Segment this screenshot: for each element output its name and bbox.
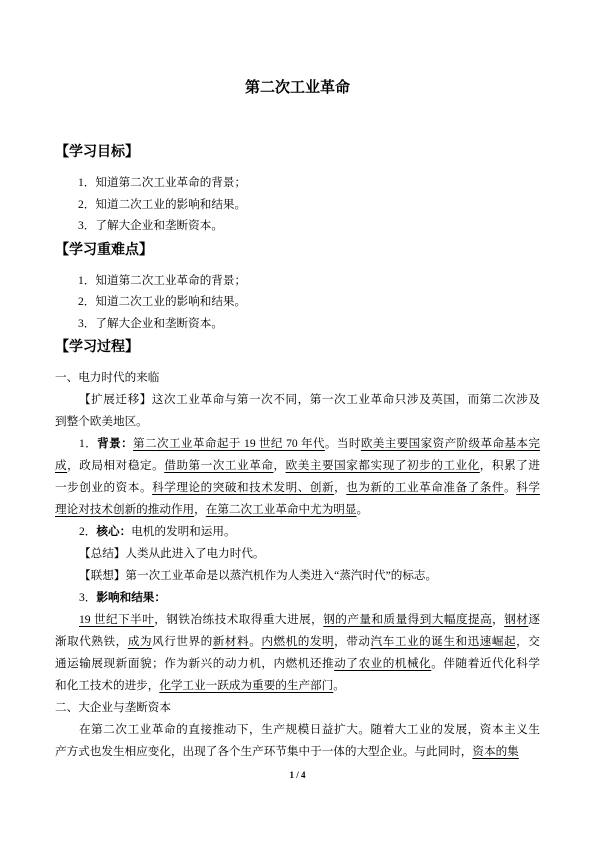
text-segment: 。 [333, 679, 345, 692]
text-segment: 通运输展现新面貌；作为新兴的动力机，内燃机还推 [55, 657, 335, 670]
text-segment: ， [492, 613, 505, 626]
text-segment: ，政局相对稳定。 [67, 459, 165, 472]
document-title: 第二次工业革命 [244, 80, 350, 96]
section-heading-process: 【学习过程】 [55, 340, 139, 355]
text-segment: 3． [79, 591, 97, 604]
paragraph [55, 609, 540, 697]
text-segment: 【扩展迁移】这次工业革命与第一次不同，第一次工业革命只涉及英国，而第二次涉及 [79, 393, 540, 406]
text-segment: ，带动 [334, 635, 371, 648]
text-line [55, 675, 540, 697]
text-segment: 在第二次工业革命的直接推动下，生产规模日益扩大。随着大工业的发展，资本主义生 [79, 723, 540, 736]
text-line [55, 719, 540, 741]
text-segment: 【联想】第一次工业革命是以蒸汽机作为人类进入“蒸汽时代”的标志。 [79, 569, 438, 582]
key-points-list [55, 270, 540, 335]
text-line [55, 543, 540, 565]
underlined-text: 借助第一次工业革命 [164, 459, 274, 472]
underlined-text: 第二次工业革命起于 19 世纪 70 年代 [133, 437, 325, 450]
underlined-text: 成为 [127, 635, 153, 648]
bold-label: 背景： [97, 437, 134, 450]
text-segment: 一步创业的资本。 [55, 481, 153, 494]
paragraph [55, 433, 540, 521]
paragraph [55, 543, 540, 565]
underlined-text: 在第二次工业革命中尤为明显 [205, 503, 357, 516]
text-line [55, 521, 540, 543]
underlined-text: 科学理论的突破和技术发明、创新 [152, 481, 335, 494]
underlined-text: 理论对技术创新的推动作用 [55, 503, 195, 516]
paragraph [55, 587, 540, 609]
list-item: 3．了解大企业和垄断资本。 [78, 219, 223, 232]
text-line [55, 653, 540, 675]
bold-label: 核心： [96, 525, 132, 538]
text-segment: 。当时 [324, 437, 361, 450]
text-segment: 渐取代熟铁， [55, 635, 128, 648]
text-segment: 到整个欧美地区。 [55, 415, 148, 428]
list-item: 1．知道第二次工业革命的背景； [78, 273, 247, 287]
list-item: 3．了解大企业和垄断资本。 [78, 316, 223, 330]
list-item: 1．知道第二次工业革命的背景； [78, 176, 247, 189]
section-heading-objectives: 【学习目标】 [55, 145, 139, 160]
process-body [55, 367, 540, 763]
text-line [55, 499, 540, 521]
part-title: 一、电力时代的来临 [55, 371, 160, 384]
paragraph [55, 521, 540, 543]
page-number: 1 / 4 [289, 770, 306, 780]
underlined-text: 钢材 [504, 613, 529, 626]
underlined-text: 动了农业的机械化 [334, 657, 432, 670]
underlined-text: 钢的产量和质量得到大幅度提高 [323, 613, 493, 626]
text-line [55, 741, 540, 763]
objectives-list [55, 172, 540, 237]
text-segment: 。 [504, 481, 517, 494]
text-line [55, 455, 540, 477]
underlined-text: 内燃机的发明 [261, 635, 335, 648]
text-segment: 【总结】人类从此进入了电力时代。 [79, 547, 265, 560]
paragraph [55, 389, 540, 433]
text-line [55, 565, 540, 587]
text-line [55, 587, 540, 609]
text-segment: 2． [79, 525, 97, 538]
underlined-text: 化学工业一跃成为重要的生产部门 [159, 679, 334, 692]
underlined-text: 19 世纪下半叶 [79, 613, 155, 626]
paragraph [55, 719, 540, 763]
paragraph [55, 565, 540, 587]
text-segment: ，钢铁冶练技术取得重大进展， [154, 613, 324, 626]
part-title: 二、大企业与垄断资本 [55, 701, 171, 714]
text-segment: ，交 [516, 635, 540, 648]
text-segment: ， [334, 481, 347, 494]
underlined-text: 资本的集 [472, 745, 519, 758]
underlined-text: 汽车工业的诞生和迅速崛起 [370, 635, 517, 648]
text-segment: 。伴随着近代化科学 [431, 657, 540, 670]
text-segment: 1． [79, 437, 98, 450]
text-segment: ， [194, 503, 206, 516]
text-segment: 风行世界的 [152, 635, 213, 648]
text-line [55, 631, 540, 653]
text-segment: ，积累了进 [479, 459, 540, 472]
section-heading-key-points: 【学习重难点】 [55, 242, 153, 258]
text-segment: 。 [249, 635, 262, 648]
list-item: 2．知道二次工业的影响和结果。 [78, 197, 247, 211]
underlined-text: 欧美主要国家资产阶级革命基本完 [360, 437, 540, 450]
text-segment: 和化工技术的进步， [55, 679, 160, 692]
text-line [55, 609, 540, 631]
text-segment: ， [273, 459, 286, 472]
underlined-text: 也为新的工业革命准备了条件 [346, 481, 505, 494]
underlined-text: 新材料 [212, 635, 250, 648]
list-item: 2．知道二次工业的影响和结果。 [78, 295, 247, 308]
underlined-text: 科学 [516, 481, 540, 494]
text-line [55, 433, 540, 455]
text-line [55, 389, 540, 411]
text-segment: 逐 [528, 613, 540, 626]
bold-label: 影响和结果： [96, 591, 166, 604]
underlined-text: 成 [55, 459, 68, 472]
text-segment: 产方式也发生相应变化，出现了各个生产环节集中于一体的大型企业。与此同时， [55, 745, 473, 758]
underlined-text: 欧美主要国家都实现了初步的工业化 [285, 459, 480, 472]
text-segment: 。 [356, 503, 369, 516]
text-line [55, 411, 540, 433]
text-segment: 电机的发明和运用。 [131, 525, 236, 538]
text-line [55, 477, 540, 499]
